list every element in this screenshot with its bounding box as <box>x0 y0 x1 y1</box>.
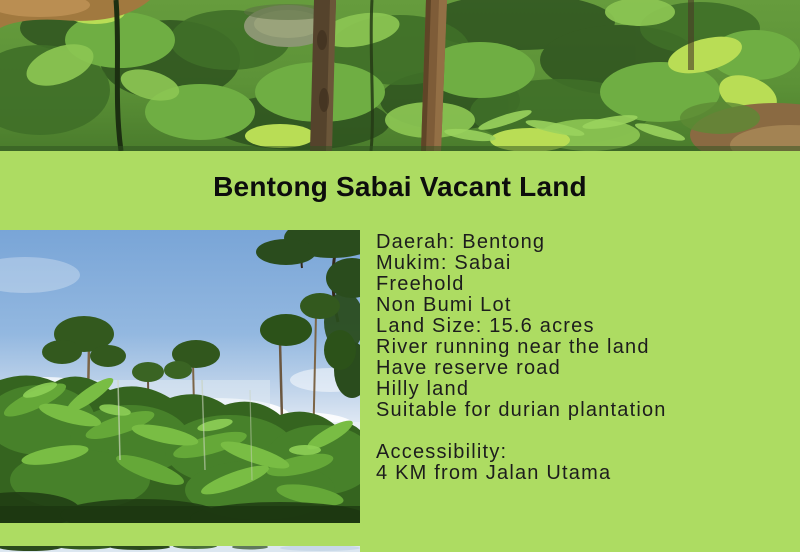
property-details <box>376 232 791 484</box>
detail-line: Suitable for durian plantation <box>376 399 667 421</box>
accessibility-value: 4 KM from Jalan Utama <box>376 462 612 484</box>
detail-line: Land Size: 15.6 acres <box>376 315 595 337</box>
hero-jungle-photo <box>0 0 800 151</box>
detail-line: Daerah: Bentong <box>376 231 546 253</box>
blank-line <box>376 421 791 442</box>
detail-line: Non Bumi Lot <box>376 294 512 316</box>
bottom-photo-sliver <box>0 546 360 552</box>
forest-sky-photo <box>0 230 360 523</box>
listing-title: Bentong Sabai Vacant Land <box>213 171 587 202</box>
detail-line: River running near the land <box>376 336 650 358</box>
accessibility-label: Accessibility: <box>376 441 508 463</box>
detail-line: Have reserve road <box>376 357 561 379</box>
detail-line: Mukim: Sabai <box>376 252 512 274</box>
detail-line: Freehold <box>376 273 465 295</box>
detail-line: Hilly land <box>376 378 470 400</box>
